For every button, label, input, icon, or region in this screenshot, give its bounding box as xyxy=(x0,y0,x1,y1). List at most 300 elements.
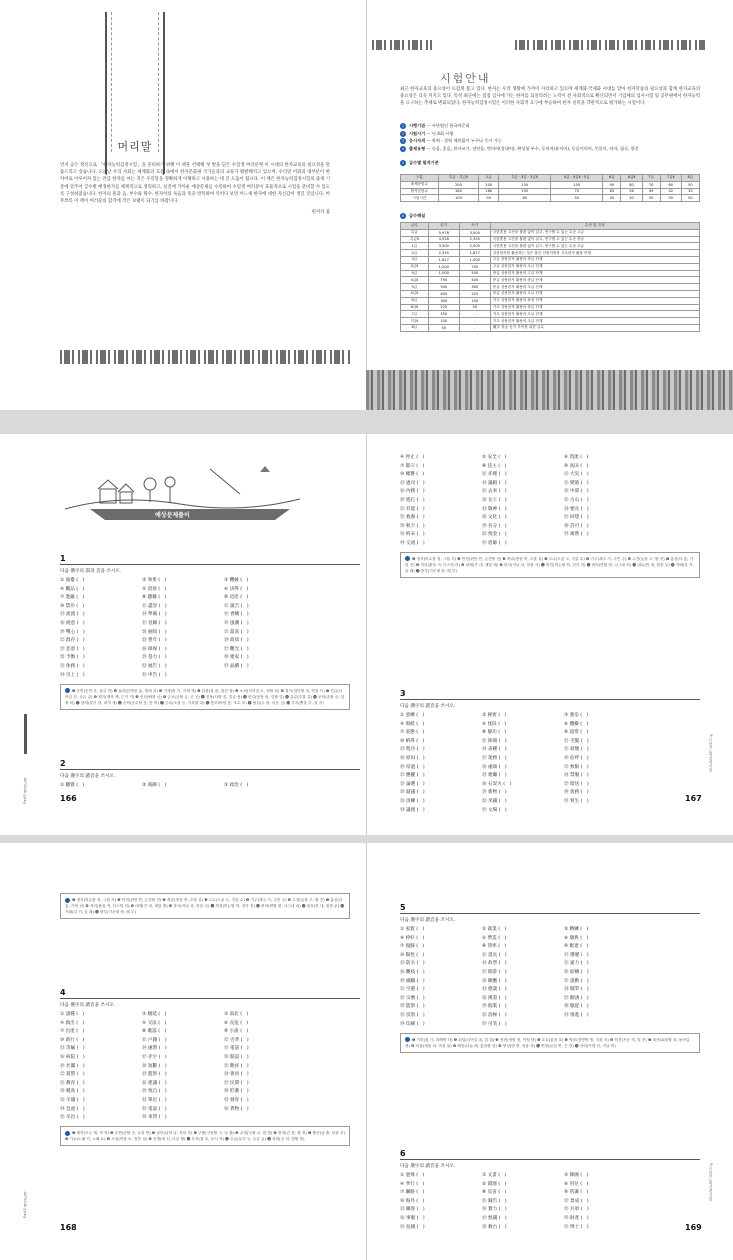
item-grid xyxy=(400,926,700,1027)
question-item: ㉘ 監察 ( ) xyxy=(400,1004,425,1010)
table-header-cell: 7급 xyxy=(642,175,660,182)
table-cell: 63 xyxy=(603,188,621,195)
section-question: 다음 漢字의 讀音을 쓰시오. xyxy=(60,774,116,779)
table-row xyxy=(401,188,700,195)
table-cell: 750 xyxy=(428,277,459,284)
question-item: ⑰ 赤宇 ( ) xyxy=(142,1054,167,1060)
question-item: ⑤ 忧段 ( ) xyxy=(482,721,507,727)
question-item: ⑬ 程序 ( ) xyxy=(400,747,425,753)
table-row xyxy=(401,270,700,277)
question-item: ⑮ 兵軍 ( ) xyxy=(564,1207,589,1213)
question-item: ㉓ 連繼 ( ) xyxy=(482,773,507,779)
table-row xyxy=(401,297,700,304)
item-grid xyxy=(60,782,350,788)
side-label-left-2: Part2 예상문제 xyxy=(22,1191,27,1218)
question-item: ㉞ 印刷 ( ) xyxy=(400,1021,425,1027)
question-item: ㉔ 政知 ( ) xyxy=(224,638,249,644)
question-item: ㉕ 論選 ( ) xyxy=(400,781,425,787)
table-cell: 90 xyxy=(603,181,621,188)
section-number: 5 xyxy=(400,903,700,914)
question-item: ⑮ 香概 ( ) xyxy=(224,612,249,618)
table-cell: 6급 xyxy=(401,297,429,304)
question-item: ⑫ 大災 ( ) xyxy=(564,472,589,478)
question-item: ㉓ 敬神 ( ) xyxy=(482,506,507,512)
question-item: ⑩ 陽性 ( ) xyxy=(400,952,425,958)
page-number-169: 169 xyxy=(685,1223,702,1232)
table-cell: 50 xyxy=(459,304,490,311)
item-grid xyxy=(400,1172,700,1230)
question-item: ⑲ 細職 ( ) xyxy=(400,978,425,984)
question-item: ③ 機械 ( ) xyxy=(224,578,249,583)
table-cell: 5,978 xyxy=(428,229,459,236)
question-item: ㉗ 回想 ( ) xyxy=(564,515,589,521)
question-section-2 xyxy=(60,759,350,788)
answer-text: ❶ 정지(머무를 정, 그칠 지) ❷ 안전(편안 안, 온전할 전) ❸ 축류(쌓을 축, 흐를 류) ❹ 도수(도읍 도, 지킬 수) ❺ 기주(재주 기, 주인 주) ❻ 고전(높을 고, 밭 전) ❼ 총선(다 총, 가릴 선) ❽ 적리(붉을 적, 다스릴 리) ❾ 대재(큰 대, 재앙 재) ❿ 과사(지날 과, 맡을 사) ⓫ 의전(의논할 의, 전각 전) ⓬ 변려(변할 변, 나그네 려) ⓭ 내무(안 내, 힘쓸 무) ⓮ 거래(갈 거, 올 래) ⓯ 중부(가운데 중, 떼 부) xyxy=(65,898,345,914)
table-cell: 50 xyxy=(681,195,699,202)
question-item: ⑫ 景成 ( ) xyxy=(564,1198,589,1204)
answer-box xyxy=(400,1033,700,1053)
question-item: ⑤ 交法 ( ) xyxy=(142,1020,167,1026)
question-item: ⑬ 過司 ( ) xyxy=(400,480,425,486)
question-item: ③ 精練 ( ) xyxy=(564,927,589,932)
question-item: ⑧ 靜功 ( ) xyxy=(482,730,507,736)
question-item: ⑭ 故學 ( ) xyxy=(482,961,507,967)
question-item: ㉞ 議理 ( ) xyxy=(400,807,425,813)
answer-icon xyxy=(65,898,70,903)
table-header-cell: 수준 및 특성 xyxy=(490,223,699,230)
question-item: ㉑ 無限 ( ) xyxy=(564,764,589,770)
question-item: ㉛ 終末 ( ) xyxy=(400,532,425,538)
question-item: ⑰ 開倉 ( ) xyxy=(482,969,507,975)
table-cell: 3급Ⅱ xyxy=(401,263,429,270)
section-question: 다음 漢字의 讀音을 쓰시오. xyxy=(60,1003,116,1008)
spread-separator-2 xyxy=(0,835,733,843)
decor-border-right-2 xyxy=(515,40,705,50)
question-item: ⑲ 厚過 ( ) xyxy=(400,764,425,770)
question-item: ⑯ 純意 ( ) xyxy=(60,620,85,626)
question-item: ① 意練 ( ) xyxy=(400,713,425,718)
decor-wood-strip xyxy=(366,370,733,410)
table-row xyxy=(401,256,700,263)
question-item: ㉙ 名分 ( ) xyxy=(482,523,507,529)
table-cell: 3,500 xyxy=(428,243,459,250)
question-item: ㉒ 有能 ( ) xyxy=(400,506,425,512)
question-item: ㉙ 假裝 ( ) xyxy=(482,1004,507,1010)
section-question: 다음 漢字의 讀音을 쓰시오. xyxy=(400,1164,456,1169)
question-section-3 xyxy=(400,689,700,813)
table-cell: 49 xyxy=(642,188,660,195)
question-item: ㉒ 群存 ( ) xyxy=(60,638,85,644)
question-item: ⑲ 雙心 ( ) xyxy=(60,629,85,635)
question-item: ㉚ 異務 ( ) xyxy=(564,790,589,796)
item-grid xyxy=(400,454,700,546)
question-item: ㉜ 福告 ( ) xyxy=(142,663,167,669)
table-row xyxy=(401,236,700,243)
question-item: ⑳ 舞台 ( ) xyxy=(482,1224,507,1230)
question-item: ㉟ 恩師 ( ) xyxy=(482,540,507,546)
table-cell: 160 xyxy=(438,188,479,195)
table-cell: 7급 xyxy=(401,311,429,318)
answer-text: ❶ 정지(머무를 정, 그칠 지) ❷ 안전(편안 안, 온전할 전) ❸ 축류(쌓을 축, 흐를 류) ❹ 도수(도읍 도, 지킬 수) ❺ 기주(재주 기, 주인 주) ❻ 고전(높을 고, 밭 전) ❼ 총선(다 총, 가릴 선) ❽ 적리(붉을 적, 다스릴 리) ❾ 대재(큰 대, 재앙 재) ❿ 과사(지날 과, 맡을 사) ⓫ 의전(의논할 의, 전각 전) ⓬ 변려(변할 변, 나그네 려) ⓭ 내무(안 내, 힘쓸 무) ⓮ 거래(갈 거, 올 래) ⓯ 중부(가운데 중, 떼 부) xyxy=(405,556,694,573)
answer-box xyxy=(400,552,700,578)
answer-text: ❶ 가하(집 가, 하례할 하) ❷ 취업(나아갈 취, 업 업) ❸ 정련(정할 정, 익힐 련) ❹ 호호(좋을 호) ❺ 영조(경영할 영, 지을 조) ❻ 의전(거동 의, 법 전) ❼ 복귀(회복할 복, 돌아갈 귀) ❽ 화율(재물 화, 비율 률) ❾ 배달(나눌 배, 통달할 달) ❿ 양성(볕 양, 성품 성) ⓫ 연장(늘일 연, 긴 장) ⓬ 선력(가릴 선, 지날 력) xyxy=(405,1037,690,1048)
intro-body: 최근 한자교육의 중요성이 뜨겁게 불고 있다. 한자는 우리 생활에 가까이 자리하고 있으며 세계화·국제화 시대를 맞아 한자학습의 필요성과 함께 한자교육의 중요성은 더욱 커지고 있다. 특히 최근에는 점점 입사에 가는 한자를 되살리려는 노력이 전 사회적으로 확산되면서 기업체의 입사시험 및 공무원에서 한자능력을 요구하는 추세로 변화되었다. 한자능력검정시험은 이러한 사회적 요구에 부응하여 한자 실력을 객관적으로 평가하는 시험이다. xyxy=(400,87,700,107)
question-item: ⑥ 長征 ( ) xyxy=(224,1020,249,1026)
table-cell: 42 xyxy=(660,188,681,195)
question-item: ㉕ 悲患 ( ) xyxy=(60,646,85,652)
question-item: ㉖ 石炭火 ( ) xyxy=(482,781,512,787)
question-item: ⑯ 病院 ( ) xyxy=(60,1054,85,1060)
question-item: ⑳ 處端 ( ) xyxy=(482,764,507,770)
question-item: ⑯ 事服 ( ) xyxy=(400,1215,425,1221)
table-cell: 4,918 xyxy=(428,236,459,243)
question-item: ⑭ 準備 ( ) xyxy=(142,612,167,618)
section-question: 다음 漢字의 讀音을 쓰시오. xyxy=(400,918,456,923)
question-item: ③ 南北 ( ) xyxy=(224,1012,249,1017)
table-cell: 50 xyxy=(428,324,459,331)
question-item: ㉞ 交流 ( ) xyxy=(400,540,425,546)
question-item: ⑥ 決得 ( ) xyxy=(224,586,249,592)
table-row xyxy=(401,229,700,236)
table-cell: 6급Ⅱ xyxy=(401,304,429,311)
table-cell: 기초 상용한자 활용의 완성 단계 xyxy=(490,297,699,304)
table-cell: 1,500 xyxy=(428,263,459,270)
question-item: ⑨ 超常 ( ) xyxy=(564,730,589,736)
question-item: ② 効果 ( ) xyxy=(142,578,167,583)
question-item: ㉜ 消極 ( ) xyxy=(482,1012,507,1018)
question-item: ㉜ 單位 ( ) xyxy=(142,1097,167,1103)
table-cell: 5급 xyxy=(401,284,429,291)
question-item: ⑨ 小說 ( ) xyxy=(224,1029,249,1035)
question-item: ④ 枠好 ( ) xyxy=(400,935,425,941)
table-cell: 기초 상용한자 활용의 초급 단계 xyxy=(490,318,699,325)
question-item: ㉛ 休務 ( ) xyxy=(60,663,85,669)
question-item: ⑥ 筑流 ( ) xyxy=(564,455,589,460)
question-item: ㊳ 來貨 ( ) xyxy=(142,1115,167,1121)
question-item: ㉒ 應權 ( ) xyxy=(400,773,425,779)
question-item: ⑥ 體操 ( ) xyxy=(564,721,589,727)
question-item: ⑫ 選歷 ( ) xyxy=(564,952,589,958)
table-header-cell: 읽기 xyxy=(428,223,459,230)
question-item: ⑦ 都守 ( ) xyxy=(400,463,425,469)
table-cell: 1,000 xyxy=(428,270,459,277)
question-item: ⑥ 用兒 ( ) xyxy=(564,1181,589,1187)
table-cell: 1,000 xyxy=(459,256,490,263)
section-number: 3 xyxy=(400,689,700,700)
question-item: ㉛ 清練 ( ) xyxy=(400,798,425,804)
table-cell: 105 xyxy=(499,188,551,195)
table-cell: 50 xyxy=(642,195,660,202)
answer-box xyxy=(60,1126,350,1146)
question-item: ⑩ 新行 ( ) xyxy=(60,1037,85,1043)
gutter-line xyxy=(366,434,367,835)
question-item: ㉓ 德談 ( ) xyxy=(482,987,507,993)
question-item: ㉛ 技別 ( ) xyxy=(400,1012,425,1018)
page-number-168: 168 xyxy=(60,1223,77,1232)
answer-icon xyxy=(65,1131,70,1136)
question-item: ㉝ 凍營 ( ) xyxy=(564,532,589,538)
table-cell: 상용한자를 활용하는 것은 물론 인명지명용 기초한자 활용 단계 xyxy=(490,250,699,257)
table-header-row xyxy=(401,175,700,182)
question-item: ㉑ 飽祥 ( ) xyxy=(224,1063,249,1069)
table-cell: 100 xyxy=(551,181,603,188)
table-header-cell: 급수 xyxy=(401,223,429,230)
question-item: ⑳ 女王 ( ) xyxy=(482,497,507,503)
question-section-2-continued xyxy=(400,454,700,578)
question-item: ⑰ 登錄 ( ) xyxy=(142,620,167,626)
question-item: ㉙ 致自 ( ) xyxy=(142,1089,167,1095)
table-cell: 시험시간 xyxy=(401,195,439,202)
question-item: ⑦ 復歸 ( ) xyxy=(400,944,425,950)
section-number: 1 xyxy=(60,554,360,565)
question-item: ⑧ 反省 ( ) xyxy=(482,1190,507,1196)
question-item: ⑪ 歸告 ( ) xyxy=(482,1198,507,1204)
table-cell: 2,355 xyxy=(428,250,459,257)
table-cell: 56 xyxy=(621,188,642,195)
gutter-line xyxy=(366,0,367,410)
table-cell: 300 xyxy=(459,284,490,291)
banner-title: 예상문제풀이 xyxy=(155,512,190,519)
table-header-cell: 특급 · 특급Ⅱ xyxy=(438,175,479,182)
question-item: ㉟ 電氣 ( ) xyxy=(142,1106,167,1112)
question-item: ⑨ 配達 ( ) xyxy=(564,944,589,950)
question-item: ⑮ 違力 ( ) xyxy=(564,961,589,967)
table-cell: 100 xyxy=(428,318,459,325)
table-cell: 漢字 학습 동기 부여를 위한 급수 xyxy=(490,324,699,331)
question-item: ② 商御 ( ) xyxy=(142,783,167,788)
question-item: ㉛ 羊賤 ( ) xyxy=(60,1097,85,1103)
question-item: ㉑ 說動 ( ) xyxy=(564,978,589,984)
table-header-row xyxy=(401,223,700,230)
answer-icon xyxy=(65,688,70,693)
question-item: ㉜ 悅金 ( ) xyxy=(482,532,507,538)
question-item: ⑯ 內務 ( ) xyxy=(400,489,425,495)
question-item: ⑪ 赤理 ( ) xyxy=(482,472,507,478)
question-item: ㉑ 博士 ( ) xyxy=(564,1224,589,1230)
question-item: ㉟ 可笑 ( ) xyxy=(482,1021,507,1027)
answer-icon xyxy=(405,1037,410,1042)
question-item: ⑲ 社團 ( ) xyxy=(60,1063,85,1069)
question-item: ㉜ 米錢 ( ) xyxy=(482,798,507,804)
question-item: ⑭ 表種 ( ) xyxy=(482,747,507,753)
question-item: ⑮ 敍懷 ( ) xyxy=(564,747,589,753)
table-row xyxy=(401,324,700,331)
table-cell: 2급 xyxy=(401,250,429,257)
question-item: ㉕ 宗號 ( ) xyxy=(400,995,425,1001)
info-item: 4 출제유형 ··· 독음, 훈음, 한자쓰기, 장단음, 반의어(상대어), 완성형 부수, 동의어(유의어), 동음이의어, 뜻풀이, 약자, 필순, 한문 xyxy=(401,145,639,151)
info-item: 6 급수해설 xyxy=(401,213,426,218)
question-item: ⑩ 總選 ( ) xyxy=(400,472,425,478)
table-cell: 60 xyxy=(499,195,551,202)
table-cell: 200 xyxy=(438,181,479,188)
question-item: ⑧ 歌謠 ( ) xyxy=(142,1029,167,1035)
answer-text: ❶ 운반(운반 운, 옮길 반) ❷ 효과(본받을 효, 열매 과) ❸ 기계(틀 기, 기계 계) ❹ 관품(볼 관, 물건 품) ❺ 소쇠(사라질 소, 쇠할 쇠) ❻ 결득(결단할 결, 얻을 득) ❼ 진급(나아갈 진, 등급 급) ❽ 제거(제목 제, 근거 거) ❾ 신신(빠를 신) ❿ 금공(금할 금, 공 공) ⓫ 진용(다할 진, 얼굴 용) ⓬ 탄길(낳을 탄, 길할 길) ⓭ 유류(흐를 류) ⓮ 준비(준할 준, 갖출 비) ⓯ 향개(향기 향, 대개 개) ⓰ 순의(순수할 순, 뜻 의) ⓱ 등록(오를 등, 기록할 록) ⓲ 풍조(바람 풍, 조수 조) ⓳ 쌍심(두 쌍, 마음 심) ⓴ 추지(뽑을 추, 알 지) xyxy=(65,688,345,705)
answer-box xyxy=(60,684,350,710)
question-item: ⑨ 迅迅 ( ) xyxy=(224,595,249,601)
table-cell: 500 xyxy=(459,270,490,277)
side-label-right: 5급 한자능력검정시험 xyxy=(709,734,714,772)
middle-spread xyxy=(0,434,733,835)
question-item: ⑩ 禁功 ( ) xyxy=(60,603,85,609)
question-item: ④ 救出 ( ) xyxy=(60,1020,85,1026)
question-item: ⑦ 姿態 ( ) xyxy=(400,730,425,736)
question-item: ㊱ 貨物 ( ) xyxy=(224,1106,249,1112)
question-item: ⑥ 儀典 ( ) xyxy=(564,935,589,941)
page-number-167: 167 xyxy=(685,794,702,803)
question-item: ⑱ 開設 ( ) xyxy=(224,1054,249,1060)
preface-body xyxy=(60,162,330,216)
question-item: ㉕ 救養 ( ) xyxy=(400,515,425,521)
question-item: ㉒ 賞罰 ( ) xyxy=(60,1072,85,1078)
question-item: ㉔ 會員 ( ) xyxy=(224,1072,249,1078)
table-cell: 국한혼용 고전을 불편 없이 읽고, 연구할 수 있는 수준 고급 xyxy=(490,229,699,236)
question-item: ㉔ 要具 ( ) xyxy=(564,506,589,512)
question-item: ⑤ 安全 ( ) xyxy=(482,455,507,460)
question-item: ㉗ 民間 ( ) xyxy=(224,1080,249,1086)
question-item: ⑫ 否孝 ( ) xyxy=(224,1037,249,1043)
table-cell: 1,817 xyxy=(428,256,459,263)
table-cell: 150 xyxy=(428,311,459,318)
table-cell: 중급 상용한자 활용의 중급 단계 xyxy=(490,277,699,284)
table-header-cell: 6급 xyxy=(603,175,621,182)
question-item: ⑳ 抽知 ( ) xyxy=(142,629,167,635)
answer-box xyxy=(60,893,350,919)
table-cell: 중급 상용한자 활용의 초급 단계 xyxy=(490,290,699,297)
question-item: ㉞ 引上 ( ) xyxy=(60,672,85,678)
question-item: ④ 飛紙 ( ) xyxy=(400,721,425,727)
question-item: ㉖ 漢書 ( ) xyxy=(482,995,507,1001)
question-item: ㉟ 申告 ( ) xyxy=(142,672,167,678)
table-cell: 70 xyxy=(551,188,603,195)
question-item: ㉖ 建議 ( ) xyxy=(142,1080,167,1086)
question-item: ㉖ 條保 ( ) xyxy=(142,646,167,652)
table-header-cell: 쓰기 xyxy=(459,223,490,230)
table-cell: 80 xyxy=(621,181,642,188)
question-item: ㉘ 予衡 ( ) xyxy=(60,655,85,661)
banner-illustration xyxy=(60,454,305,524)
table-cell: 1급 xyxy=(401,243,429,250)
question-item: ㉝ 發育 ( ) xyxy=(224,1097,249,1103)
table-header-cell: 8급 xyxy=(681,175,699,182)
table-cell: 기초 상용한자 활용의 초급 단계 xyxy=(490,311,699,318)
answer-icon xyxy=(405,556,410,561)
table-cell: 3급 xyxy=(401,256,429,263)
table-cell: 고급 상용한자 활용의 중급 단계 xyxy=(490,256,699,263)
question-section-5 xyxy=(400,903,700,1053)
question-item: ㉗ 暗送 ( ) xyxy=(564,781,589,787)
table-cell: 특급Ⅱ xyxy=(401,236,429,243)
question-item: ㉙ 基力 ( ) xyxy=(142,655,167,661)
question-item: ⑤ 營造 ( ) xyxy=(482,935,507,941)
question-item: ⑧ 技主 ( ) xyxy=(482,463,507,469)
side-label-left: Part2 예상문제 xyxy=(22,777,27,804)
question-section-6 xyxy=(400,1149,700,1230)
table-cell: 4급 xyxy=(401,270,429,277)
question-item: ⑲ 進打 ( ) xyxy=(400,497,425,503)
question-item: ㉚ 許可 ( ) xyxy=(564,523,589,529)
question-item: ④ 孝行 ( ) xyxy=(400,1181,425,1187)
question-item: ③ 韓國 ( ) xyxy=(564,1173,589,1178)
question-item: ⑪ 盡容 ( ) xyxy=(142,603,167,609)
table-row xyxy=(401,284,700,291)
question-item: ㉘ 秋夕 ( ) xyxy=(400,523,425,529)
table-cell: 2,005 xyxy=(459,243,490,250)
table-cell: 50 xyxy=(660,195,681,202)
question-item: ① 家賀 ( ) xyxy=(400,927,425,932)
side-label-right-2: 5급 한자능력검정시험 xyxy=(709,1163,714,1201)
info-item: 5 급수별 합격기준 xyxy=(401,160,439,165)
question-item: ⑭ 議殿 ( ) xyxy=(482,480,507,486)
question-item: ⑰ 無錢 ( ) xyxy=(482,1215,507,1221)
answer-section-3 xyxy=(60,893,350,919)
table-header-cell: 4급 · 4급Ⅱ · 5급 xyxy=(551,175,603,182)
side-tab-left xyxy=(24,714,27,754)
preface-closing: 편저자 씀 xyxy=(311,210,330,216)
question-item: ⑩ 納得 ( ) xyxy=(400,738,425,744)
question-item: ② 順延 ( ) xyxy=(142,1012,167,1017)
question-item: ⑫ 誕吉 ( ) xyxy=(224,603,249,609)
question-item: ⑰ 迷務 ( ) xyxy=(482,755,507,761)
section-number: 4 xyxy=(60,988,360,999)
table-cell: 150 xyxy=(459,297,490,304)
question-item: ⑤ 消衰 ( ) xyxy=(142,586,167,592)
table-cell: 400 xyxy=(459,277,490,284)
section-question: 다음 漢字의 讀音을 쓰시오. xyxy=(400,704,456,709)
top-spread xyxy=(0,0,733,410)
question-item: ㉑ 最高 ( ) xyxy=(224,629,249,635)
question-item: ⑳ 短斷 ( ) xyxy=(142,1063,167,1069)
question-item: ① 過飛 ( ) xyxy=(400,1173,425,1178)
table-cell: 70 xyxy=(642,181,660,188)
question-item: ⑰ 去來 ( ) xyxy=(482,489,507,495)
table-cell: 225 xyxy=(459,290,490,297)
answer-text: ❶ 제종(모두 제, 씨 종) ❷ 순연(순할 순, 늘일 연) ❸ 남북(남녘 남, 북녘 북) ❹ 구출(구원할 구, 날 출) ❺ 교법(사귈 교, 법 법) ❻ 장정(긴 장, 칠 정) ❼ 출산(날 출, 낳을 산) ❽ 가요(노래 가, 노래 요) ❾ 소설(작을 소, 말씀 설) ❿ 신행(새 신, 다닐 행) ⓫ 호적(집 호, 문서 적) ⓬ 등급(무리 등, 등급 급) ⓭ 처벌(곳 처, 벌할 벌) xyxy=(65,1131,346,1142)
pass-criteria-table xyxy=(400,174,700,202)
table-row xyxy=(401,195,700,202)
question-item: ㉒ 空港 ( ) xyxy=(400,987,425,993)
gutter-line xyxy=(366,843,367,1260)
table-header-cell: 7급Ⅱ xyxy=(660,175,681,182)
table-cell: 8급 xyxy=(401,324,429,331)
question-item: ⑭ 實力 ( ) xyxy=(482,1207,507,1213)
question-item: ㉖ 文化 ( ) xyxy=(482,515,507,521)
table-cell: - xyxy=(459,324,490,331)
grade-description-table xyxy=(400,222,700,332)
question-item: ㉘ 競高 ( ) xyxy=(60,1089,85,1095)
question-item: ② 文書 ( ) xyxy=(482,1173,507,1178)
table-cell: 출제문항수 xyxy=(401,181,439,188)
page-number-166: 166 xyxy=(60,794,77,803)
question-item: ⑨ 常識 ( ) xyxy=(564,1190,589,1196)
table-row xyxy=(401,243,700,250)
section-number: 2 xyxy=(60,759,360,770)
table-row xyxy=(401,250,700,257)
table-cell: 35 xyxy=(681,188,699,195)
table-cell: 합격문항수 xyxy=(401,188,439,195)
item-grid xyxy=(60,1011,350,1120)
question-item: ① 諸種 ( ) xyxy=(60,1012,85,1017)
table-cell: 100 xyxy=(438,195,479,202)
question-item: ② 秘密 ( ) xyxy=(482,713,507,718)
table-cell: 7급Ⅱ xyxy=(401,318,429,325)
table-cell: 50 xyxy=(621,195,642,202)
question-item: ㉔ 禁服 ( ) xyxy=(564,773,589,779)
question-item: ① 翻賣 ( ) xyxy=(60,783,85,788)
question-item: ③ 強迫 ( ) xyxy=(564,713,589,718)
bottom-spread xyxy=(0,843,733,1260)
question-item: ④ 觀品 ( ) xyxy=(60,586,85,592)
table-cell: 2,355 xyxy=(459,236,490,243)
